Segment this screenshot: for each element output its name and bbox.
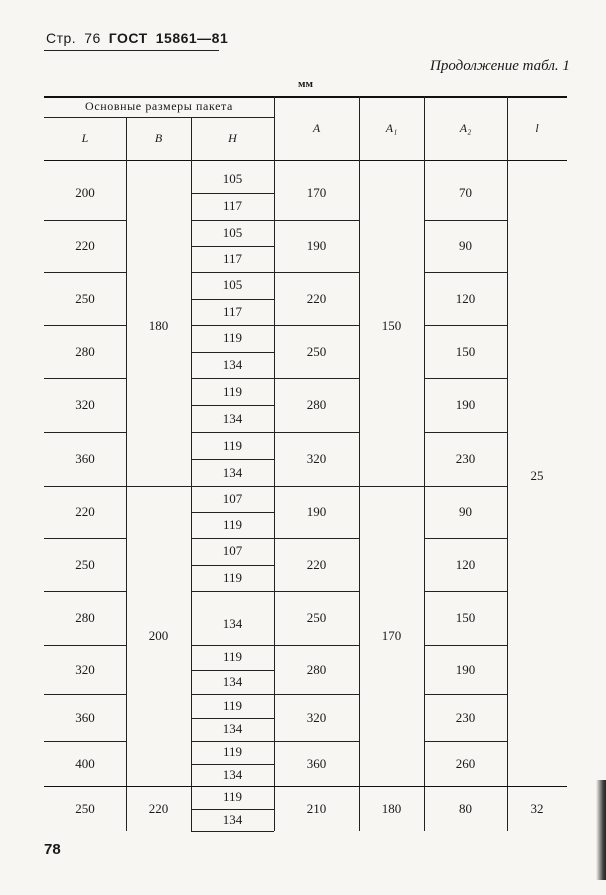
table-row-A2: 120: [455, 556, 476, 572]
table-row-H: 134: [222, 356, 243, 372]
table-row-H: 105: [222, 225, 243, 240]
table-row-L: 280: [75, 343, 95, 359]
table-row-A: 280: [306, 397, 327, 412]
table-row-H: 119: [222, 697, 243, 713]
table-row-A: 280: [306, 661, 327, 677]
table-row-H: 119: [222, 517, 243, 532]
table-row-A2: 190: [455, 661, 476, 677]
table-row-H: 119: [222, 330, 243, 346]
table-row-H: 117: [222, 251, 243, 266]
table-row-L: 220: [75, 504, 95, 519]
row-rule: [191, 591, 274, 592]
table-row-L: 320: [75, 661, 95, 677]
table-row-H: 119: [222, 789, 243, 805]
table-row-A2: 150: [455, 343, 476, 359]
table-row-L: 360: [75, 451, 95, 466]
table-row-A: 190: [306, 238, 327, 253]
page-header: [46, 30, 236, 46]
merged-l-25: 25: [530, 467, 544, 483]
table-row-H: 134: [222, 766, 243, 782]
row-rule: [44, 160, 567, 161]
table-row-A2: 120: [455, 290, 476, 306]
table-row-A: 220: [306, 290, 327, 306]
row-rule: [359, 486, 424, 487]
table-row-H: 117: [222, 198, 243, 214]
table-row-H: 107: [222, 491, 243, 506]
header-H: H: [228, 131, 237, 145]
table-row-A: 360: [306, 755, 327, 771]
table-row-H: 105: [222, 277, 243, 293]
merged-B-180: 180: [148, 317, 169, 333]
table-row-A: 320: [306, 451, 327, 466]
units-label: мм: [298, 78, 313, 90]
header-A2: A₂: [459, 120, 472, 135]
row-rule: [191, 831, 274, 832]
table-row-A2: 90: [459, 238, 472, 253]
table-row-A2: 190: [455, 397, 476, 412]
header-L: L: [81, 131, 89, 145]
merged-B-200: 200: [148, 628, 169, 643]
row-rule: [126, 486, 191, 487]
table-row-L: 400: [75, 755, 95, 771]
table-row-L: 250: [75, 800, 95, 816]
table-row-H: 119: [222, 437, 243, 453]
table-row-L: 250: [75, 556, 95, 572]
table-row-H: 107: [222, 543, 243, 559]
group-header: Основные размеры пакета: [85, 99, 233, 113]
table-row-A2: 150: [455, 610, 476, 625]
header-A1: A₁: [385, 120, 398, 135]
table-row-H: 134: [222, 410, 243, 426]
table-row-H: 119: [222, 744, 243, 760]
table-row-L: 280: [75, 610, 95, 625]
page-label: Стр.: [46, 30, 77, 46]
table-row-A2: 70: [459, 184, 472, 200]
table-row-L: 320: [75, 397, 95, 412]
table-row-H: 134: [222, 673, 243, 689]
merged-B-220: 220: [148, 800, 169, 816]
table-row-A2: 80: [459, 800, 472, 816]
header-l: l: [535, 120, 539, 135]
table-row-L: 250: [75, 290, 95, 306]
table-row-H: 134: [222, 464, 243, 480]
table-row-H: 134: [222, 616, 243, 631]
table-row-H: 119: [222, 383, 243, 399]
standard-number: 15861—81: [155, 30, 229, 46]
table-row-H: 117: [222, 303, 243, 319]
table-row-H: 105: [222, 170, 243, 186]
table-row-H: 134: [222, 721, 243, 737]
table-row-A2: 230: [455, 451, 476, 466]
merged-l-32: 32: [530, 800, 544, 816]
table-row-L: 360: [75, 709, 95, 725]
table-row-H: 134: [222, 811, 243, 827]
header-A: A: [312, 120, 321, 135]
page-number: 78: [44, 841, 61, 858]
header-B: B: [154, 131, 163, 145]
table-row-L: 220: [75, 238, 95, 253]
table-row-L: 200: [75, 184, 95, 200]
table-row-A: 210: [306, 800, 327, 816]
row-rule: [44, 786, 567, 787]
scan-edge-shadow: [596, 780, 606, 880]
table-row-A: 220: [306, 556, 327, 572]
merged-A1-180: 180: [381, 800, 402, 816]
table-row-A: 320: [306, 709, 327, 725]
continuation-caption: Продолжение табл. 1: [430, 58, 570, 74]
table-row-A: 170: [306, 184, 327, 200]
table-row-A2: 260: [455, 755, 476, 771]
table-row-A2: 90: [459, 504, 472, 519]
merged-A1-170: 170: [381, 628, 402, 643]
merged-A1-150: 150: [381, 317, 402, 333]
table-row-A: 250: [306, 610, 327, 625]
header-underline: [44, 50, 219, 51]
table-row-H: 119: [222, 569, 243, 585]
table-row-H: 119: [222, 649, 243, 665]
standard-label: ГОСТ: [108, 30, 148, 46]
table-row-A: 250: [306, 343, 327, 359]
table-row-A2: 230: [455, 709, 476, 725]
page-no: 76: [84, 30, 101, 46]
table-row-A: 190: [306, 504, 327, 519]
